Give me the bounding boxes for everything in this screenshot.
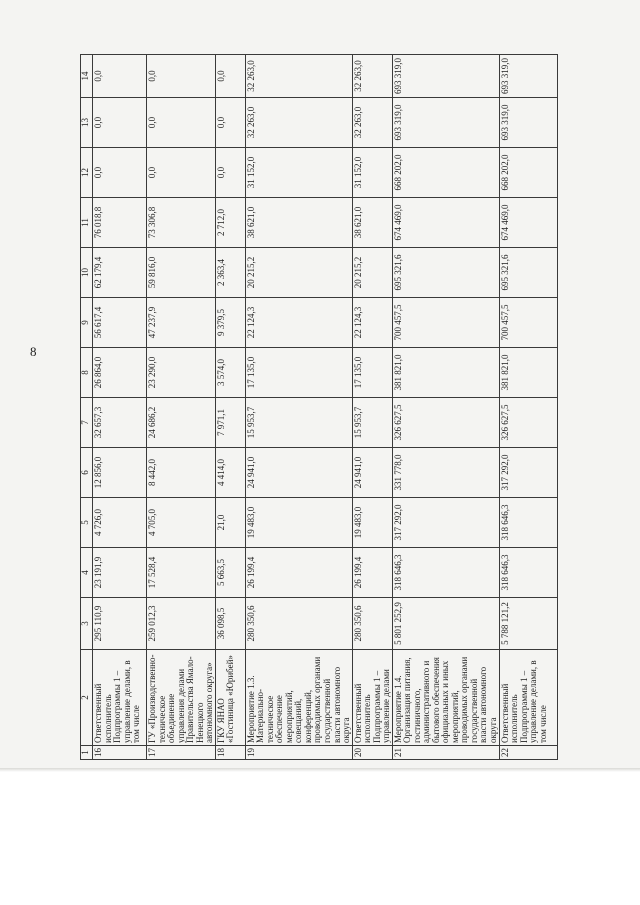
value-cell: 32 263,0 [352, 55, 392, 98]
row-number: 17 [147, 746, 216, 760]
value-cell: 21,0 [215, 498, 245, 548]
value-cell: 331 778,0 [392, 448, 499, 498]
value-cell: 17 135,0 [245, 348, 352, 398]
rotated-page-content [80, 55, 555, 760]
row-title: ГУ «Производственно-техническое объединение управления делами Правительства Ямало-Ненецкого автономного округа» [147, 650, 216, 746]
value-cell: 12 856,0 [93, 448, 147, 498]
value-cell: 0,0 [93, 148, 147, 198]
value-cell: 15 953,7 [352, 398, 392, 448]
value-cell: 17 528,4 [147, 548, 216, 598]
value-cell: 26 199,4 [352, 548, 392, 598]
value-cell: 0,0 [147, 148, 216, 198]
value-cell: 695 321,6 [499, 248, 557, 298]
value-cell: 56 617,4 [93, 298, 147, 348]
value-cell: 2 363,4 [215, 248, 245, 298]
page-number: 8 [30, 344, 37, 359]
table-row [499, 55, 557, 760]
column-header: 10 [81, 248, 93, 298]
row-title: Ответственный исполнитель Подпрограммы 1 – управление делами, в том числе [499, 650, 557, 746]
value-cell: 9 379,5 [215, 298, 245, 348]
value-cell: 4 705,0 [147, 498, 216, 548]
value-cell: 693 319,0 [392, 98, 499, 148]
value-cell: 32 657,3 [93, 398, 147, 448]
column-header: 13 [81, 98, 93, 148]
column-header: 6 [81, 448, 93, 498]
row-number: 22 [499, 746, 557, 760]
row-number: 16 [93, 746, 147, 760]
value-cell: 4 414,0 [215, 448, 245, 498]
value-cell: 318 646,3 [499, 548, 557, 598]
row-number: 20 [352, 746, 392, 760]
table-row [215, 55, 245, 760]
table-row [352, 55, 392, 760]
value-cell: 73 306,8 [147, 198, 216, 248]
value-cell: 318 646,3 [392, 548, 499, 598]
table-row [392, 55, 499, 760]
row-title: Мероприятие 1.4. Организация питания, гостиничного, административного и бытового обеспечения официальных и иных мероприятий, проводимых органами государственной власти автономного округа [392, 650, 499, 746]
column-header: 14 [81, 55, 93, 98]
value-cell: 31 152,0 [352, 148, 392, 198]
value-cell: 700 457,5 [499, 298, 557, 348]
value-cell: 36 098,5 [215, 598, 245, 650]
value-cell: 76 018,8 [93, 198, 147, 248]
value-cell: 674 469,0 [499, 198, 557, 248]
table-row [93, 55, 147, 760]
column-header: 8 [81, 348, 93, 398]
value-cell: 2 712,0 [215, 198, 245, 248]
column-header: 1 [81, 746, 93, 760]
value-cell: 24 686,2 [147, 398, 216, 448]
value-cell: 17 135,0 [352, 348, 392, 398]
value-cell: 0,0 [147, 98, 216, 148]
column-header: 12 [81, 148, 93, 198]
row-title: Ответственный исполнитель Подпрограммы 1 – управление делами [352, 650, 392, 746]
value-cell: 32 263,0 [245, 55, 352, 98]
value-cell: 59 816,0 [147, 248, 216, 298]
value-cell: 693 319,0 [499, 55, 557, 98]
value-cell: 668 202,0 [392, 148, 499, 198]
column-header: 11 [81, 198, 93, 248]
value-cell: 15 953,7 [245, 398, 352, 448]
value-cell: 4 726,0 [93, 498, 147, 548]
value-cell: 23 290,0 [147, 348, 216, 398]
page-edge [0, 768, 640, 772]
value-cell: 280 350,6 [352, 598, 392, 650]
value-cell: 47 237,9 [147, 298, 216, 348]
column-header: 3 [81, 598, 93, 650]
value-cell: 24 941,0 [245, 448, 352, 498]
value-cell: 693 319,0 [392, 55, 499, 98]
value-cell: 32 263,0 [352, 98, 392, 148]
row-number: 21 [392, 746, 499, 760]
value-cell: 668 202,0 [499, 148, 557, 198]
value-cell: 259 012,3 [147, 598, 216, 650]
value-cell: 23 191,9 [93, 548, 147, 598]
column-header: 2 [81, 650, 93, 746]
value-cell: 19 483,0 [352, 498, 392, 548]
value-cell: 0,0 [93, 98, 147, 148]
value-cell: 7 971,1 [215, 398, 245, 448]
row-title: ГКУ ЯНАО «Гостиница «Юрибей» [215, 650, 245, 746]
value-cell: 674 469,0 [392, 198, 499, 248]
value-cell: 0,0 [215, 55, 245, 98]
value-cell: 32 263,0 [245, 98, 352, 148]
value-cell: 280 350,6 [245, 598, 352, 650]
value-cell: 318 646,3 [499, 498, 557, 548]
value-cell: 381 821,0 [499, 348, 557, 398]
value-cell: 20 215,2 [245, 248, 352, 298]
value-cell: 317 292,0 [392, 498, 499, 548]
value-cell: 0,0 [215, 98, 245, 148]
value-cell: 8 442,0 [147, 448, 216, 498]
value-cell: 0,0 [93, 55, 147, 98]
value-cell: 38 621,0 [245, 198, 352, 248]
column-header: 9 [81, 298, 93, 348]
table-header-row [81, 55, 93, 760]
value-cell: 24 941,0 [352, 448, 392, 498]
value-cell: 22 124,3 [245, 298, 352, 348]
value-cell: 326 627,5 [499, 398, 557, 448]
value-cell: 5 663,5 [215, 548, 245, 598]
value-cell: 62 179,4 [93, 248, 147, 298]
budget-table [80, 54, 558, 760]
value-cell: 22 124,3 [352, 298, 392, 348]
row-number: 18 [215, 746, 245, 760]
value-cell: 31 152,0 [245, 148, 352, 198]
value-cell: 0,0 [215, 148, 245, 198]
column-header: 5 [81, 498, 93, 548]
value-cell: 381 821,0 [392, 348, 499, 398]
value-cell: 0,0 [147, 55, 216, 98]
table-row [245, 55, 352, 760]
value-cell: 326 627,5 [392, 398, 499, 448]
column-header: 7 [81, 398, 93, 448]
row-title: Ответственный исполнитель Подпрограммы 1 – управление делами, в том числе [93, 650, 147, 746]
column-header: 4 [81, 548, 93, 598]
value-cell: 295 110,9 [93, 598, 147, 650]
row-title: Мероприятие 1.3. Материально-техническое обеспечение мероприятий, совещаний, конференций, проводимых органами государственной власти автономного округа [245, 650, 352, 746]
value-cell: 26 864,0 [93, 348, 147, 398]
value-cell: 5 788 121,2 [499, 598, 557, 650]
value-cell: 693 319,0 [499, 98, 557, 148]
value-cell: 700 457,5 [392, 298, 499, 348]
table-row [147, 55, 216, 760]
row-number: 19 [245, 746, 352, 760]
value-cell: 3 574,0 [215, 348, 245, 398]
value-cell: 38 621,0 [352, 198, 392, 248]
value-cell: 317 292,0 [499, 448, 557, 498]
value-cell: 19 483,0 [245, 498, 352, 548]
value-cell: 20 215,2 [352, 248, 392, 298]
value-cell: 695 321,6 [392, 248, 499, 298]
value-cell: 5 801 252,9 [392, 598, 499, 650]
value-cell: 26 199,4 [245, 548, 352, 598]
